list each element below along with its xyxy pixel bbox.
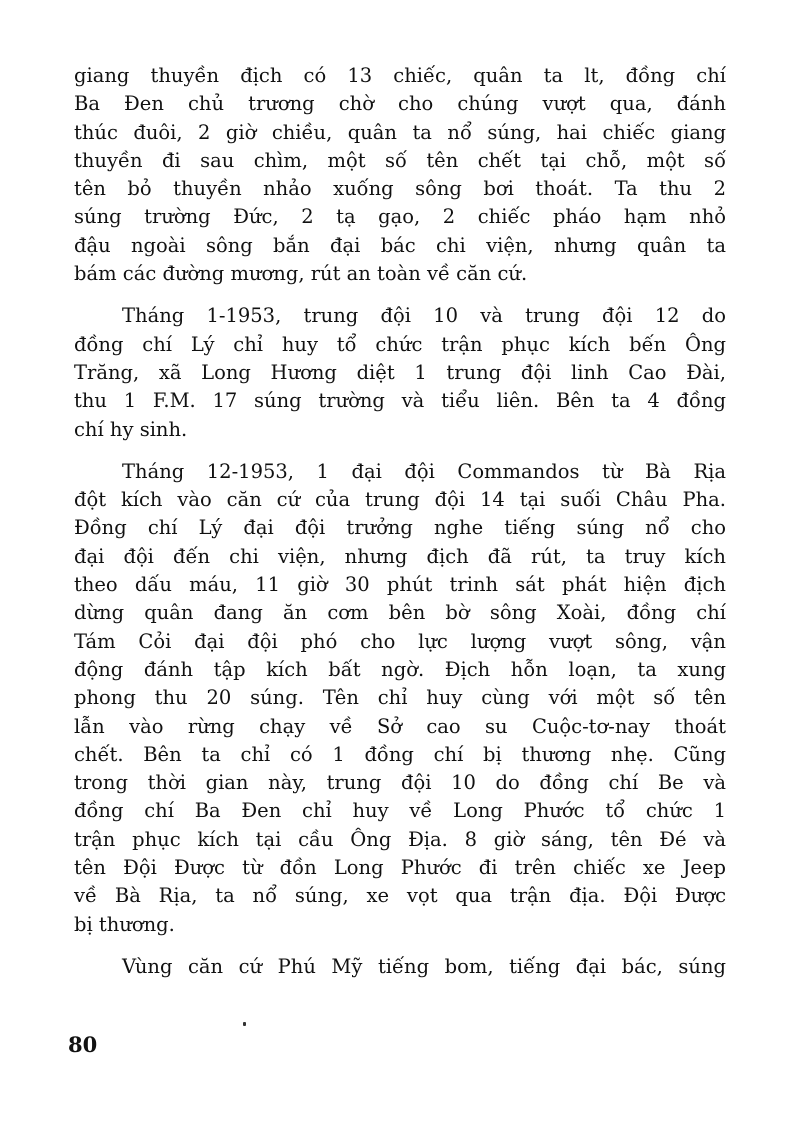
text-line: đậu ngoài sông bắn đại bác chi viện, nhưng quân ta xyxy=(74,233,726,257)
text-line: chết. Bên ta chỉ có 1 đồng chí bị thương nhẹ. Cũng xyxy=(74,742,726,766)
text-line: chí hy sinh. xyxy=(74,417,188,441)
paragraph-2 xyxy=(74,302,726,443)
text-line: thuyền đi sau chìm, một số tên chết tại chỗ, một số xyxy=(74,148,726,172)
text-line: phong thu 20 súng. Tên chỉ huy cùng với một số tên xyxy=(74,686,726,710)
text-line: Tháng 12-1953, 1 đại đội Commandos từ Bà Rịa xyxy=(122,459,726,483)
text-line: Trăng, xã Long Hương diệt 1 trung đội linh Cao Đài, xyxy=(74,360,726,384)
text-line: dừng quân đang ăn cơm bên bờ sông Xoài, đồng chí xyxy=(74,601,726,625)
print-speck xyxy=(243,1022,246,1026)
page-number: 80 xyxy=(68,1032,98,1057)
text-line: giang thuyền địch có 13 chiếc, quân ta lt, đồng chí xyxy=(74,64,726,87)
text-line: đồng chí Lý chỉ huy tổ chức trận phục kích bến Ông xyxy=(74,332,726,356)
paragraph-3 xyxy=(74,458,726,939)
text-line: lẫn vào rừng chạy về Sở cao su Cuộc-tơ-nay thoát xyxy=(74,714,726,738)
text-line: tên bỏ thuyền nhảo xuống sông bơi thoát. Ta thu 2 xyxy=(74,177,726,201)
text-line: Vùng căn cứ Phú Mỹ tiếng bom, tiếng đại bác, súng xyxy=(122,954,726,978)
text-line: súng trường Đức, 2 tạ gạo, 2 chiếc pháo hạm nhỏ xyxy=(74,205,726,229)
body-text xyxy=(74,62,726,995)
text-line: bám các đường mương, rút an toàn về căn cứ. xyxy=(74,262,528,286)
paragraph-1 xyxy=(74,62,726,288)
text-line: về Bà Rịa, ta nổ súng, xe vọt qua trận địa. Đội Được xyxy=(74,884,726,908)
text-line: Tám Cỏi đại đội phó cho lực lượng vượt sông, vận xyxy=(74,629,726,653)
paragraph-4 xyxy=(74,953,726,981)
text-line: thúc đuôi, 2 giờ chiều, quân ta nổ súng, hai chiếc giang xyxy=(74,120,726,144)
text-line: theo dấu máu, 11 giờ 30 phút trinh sát phát hiện địch xyxy=(74,573,726,597)
text-line: thu 1 F.M. 17 súng trường và tiểu liên. Bên ta 4 đồng xyxy=(74,389,726,413)
text-line: Đồng chí Lý đại đội trưởng nghe tiếng súng nổ cho xyxy=(74,516,726,540)
text-line: đồng chí Ba Đen chỉ huy về Long Phước tổ chức 1 xyxy=(74,799,726,823)
text-line: Ba Đen chủ trương chờ cho chúng vượt qua, đánh xyxy=(74,92,726,116)
text-line: đột kích vào căn cứ của trung đội 14 tại suối Châu Pha. xyxy=(74,488,726,512)
text-line: trong thời gian này, trung đội 10 do đồng chí Be và xyxy=(74,771,726,795)
text-line: Tháng 1-1953, trung đội 10 và trung đội 12 do xyxy=(122,304,726,328)
text-line: đại đội đến chi viện, nhưng địch đã rút, ta truy kích xyxy=(74,544,726,568)
text-line: trận phục kích tại cầu Ông Địa. 8 giờ sáng, tên Đé và xyxy=(74,827,726,851)
text-line: tên Đội Được từ đồn Long Phước đi trên chiếc xe Jeep xyxy=(74,856,726,880)
text-line: động đánh tập kích bất ngờ. Địch hỗn loạn, ta xung xyxy=(74,657,726,681)
text-line: bị thương. xyxy=(74,912,175,936)
